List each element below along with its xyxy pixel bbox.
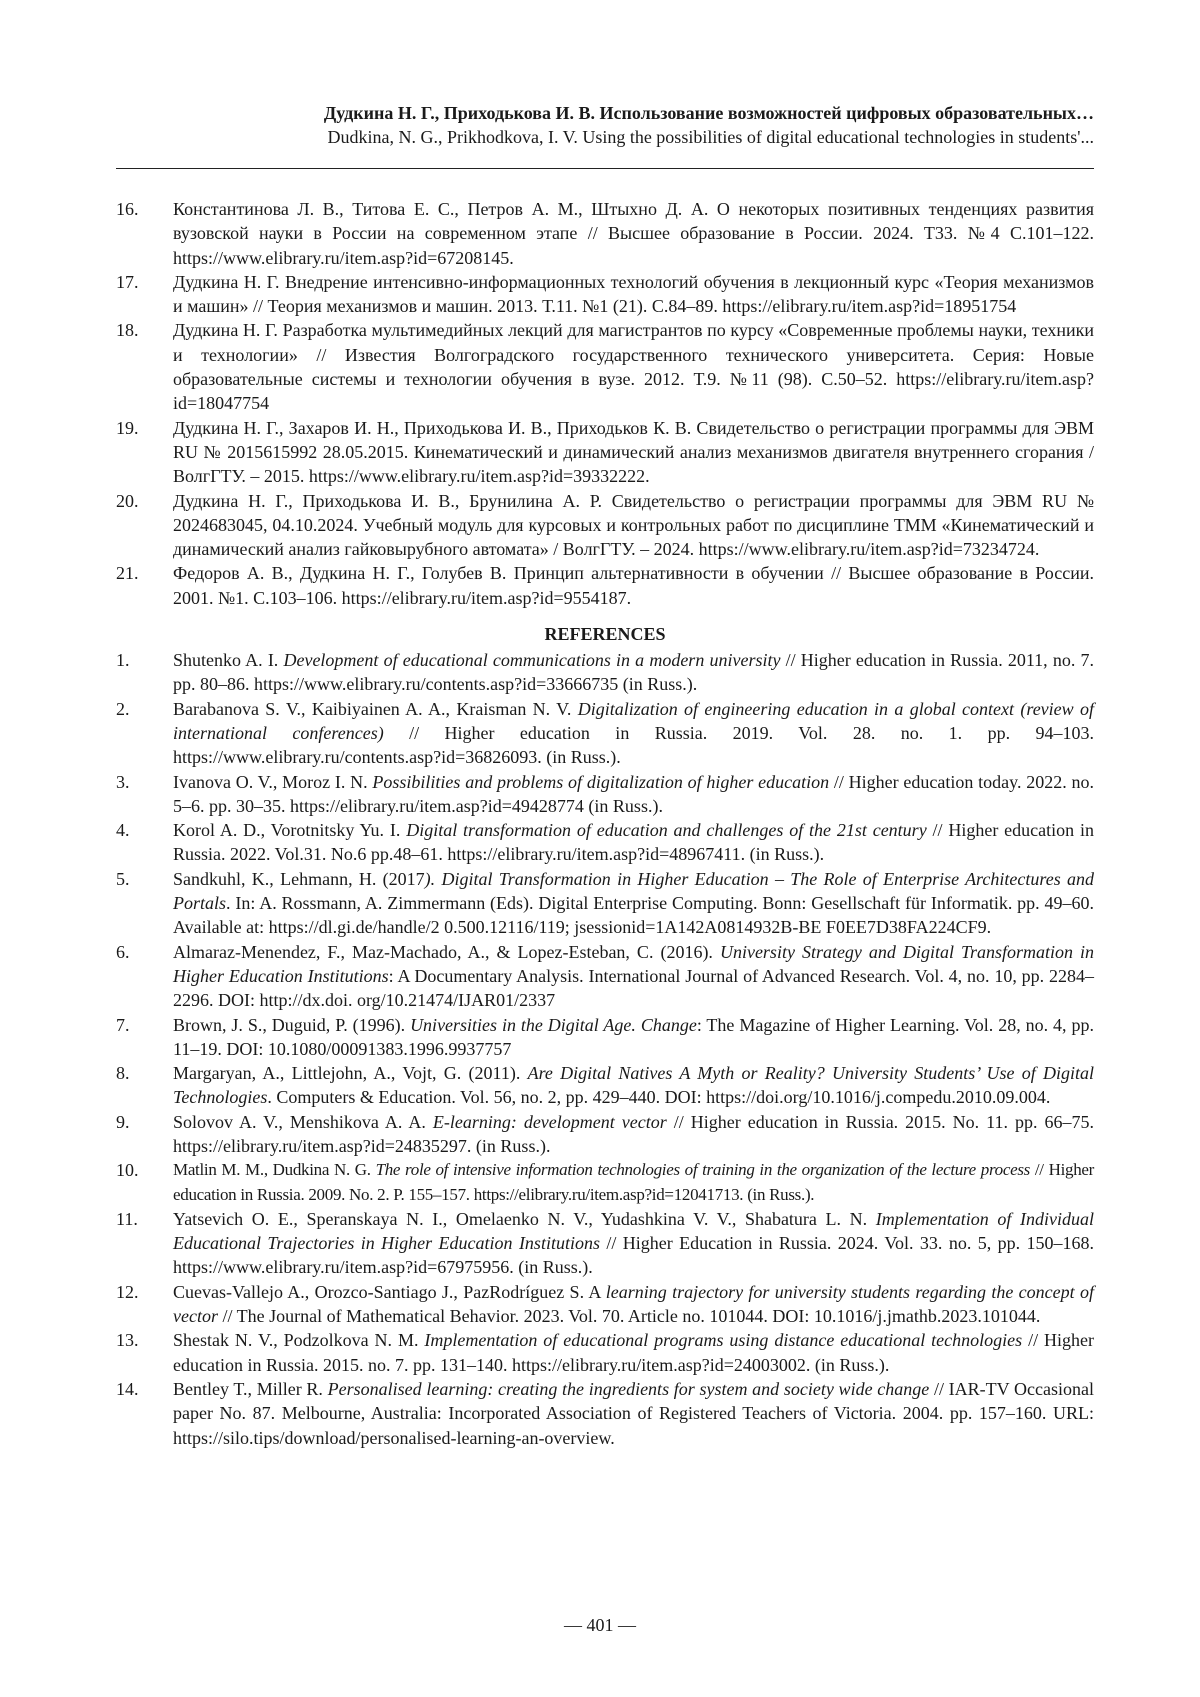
reference-source: // Higher education today. 2022. no. 5–6. pp. 30–35. https://elibrary.ru/item.asp?id=49428774 (in Russ.). [173,772,1094,816]
list-item [116,1013,1094,1062]
reference-authors: Yatsevich O. E., Speranskaya N. I., Omelaenko N. V., Yudashkina V. V., Shabatura L. N. [173,1209,876,1229]
reference-text: Федоров А. В., Дудкина Н. Г., Голубев В. Принцип альтернативности в обучении // Высшее образование в России. 2001. №1. С.103–106. https://elibrary.ru/item.asp?id=9554187. [173,561,1094,610]
reference-number: 8. [116,1061,173,1085]
reference-text: Константинова Л. В., Титова Е. С., Петров А. М., Штыхно Д. А. О некоторых позитивных тенденциях развития вузовской науки в России на современном этапе // Высшее образование в России. 2024. Т33. №4 С.101–122. https://www.elibrary.ru/item.asp?id=67208145. [173,197,1094,270]
list-item [116,1207,1094,1280]
reference-title: The role of intensive information technologies of training in the organization of the lecture process [376,1160,1030,1179]
reference-source: // Higher education in Russia. 2015. No. 11. pp. 66–75. https://elibrary.ru/item.asp?id=24835297. (in Russ.). [173,1112,1094,1156]
list-item [116,940,1094,1013]
reference-source: // Higher education in Russia. 2015. no. 7. pp. 131–140. https://elibrary.ru/item.asp?id=24003002. (in Russ.). [173,1330,1094,1374]
reference-title: Implementation of educational programs using distance educational technologies [424,1330,1022,1350]
page-number: — 401 — [0,1614,1200,1636]
reference-number: 17. [116,270,173,294]
reference-number: 10. [116,1158,173,1182]
list-item [116,1377,1094,1450]
reference-number: 11. [116,1207,173,1231]
references-content [116,197,1094,1450]
reference-text [173,1377,1094,1450]
reference-text [173,1207,1094,1280]
reference-source: . In: A. Rossmann, A. Zimmermann (Eds). Digital Enterprise Computing. Bonn: Gesellschaft für Informatik. pp. 49–60. Available at: https://dl.gi.de/handle/2 0.500.12116/119; jsessionid=1A142A0814932B-BE F0EE7D38FA224CF9. [173,893,1094,937]
reference-title: Digitalization of engineering education in a global context (review of international conferences) [173,699,1094,743]
reference-source: // IAR-TV Occasional paper No. 87. Melbourne, Australia: Incorporated Association of Registered Teachers of Victoria. 2004. pp. 157–160. URL: https://silo.tips/download/personalised-learning-an-overview. [173,1379,1094,1448]
reference-authors: Barabanova S. V., Kaibiyainen A. A., Kraisman N. V. [173,699,578,719]
references-heading: REFERENCES [116,622,1094,646]
reference-number: 3. [116,770,173,794]
reference-text [173,1158,1094,1207]
reference-number: 19. [116,416,173,440]
reference-text: Дудкина Н. Г., Приходькова И. В., Брунилина А. Р. Свидетельство о регистрации программы для ЭВМ RU № 2024683045, 04.10.2024. Учебный модуль для курсовых и контрольных работ по дисциплине ТММ «Кинематический и динамический анализ гайковырубного автомата» / ВолгГТУ. – 2024. https://www.elibrary.ru/item.asp?id=73234724. [173,489,1094,562]
reference-text [173,1328,1094,1377]
reference-authors: Margaryan, A., Littlejohn, A., Vojt, G. (2011). [173,1063,528,1083]
en-reference-list [116,648,1094,1450]
reference-text [173,1013,1094,1062]
list-item [116,561,1094,610]
reference-number: 16. [116,197,173,221]
reference-authors: Sandkuhl, K., Lehmann, H. (2017 [173,869,425,889]
reference-text [173,770,1094,819]
reference-number: 4. [116,818,173,842]
reference-text [173,940,1094,1013]
list-item [116,697,1094,770]
ru-reference-list [116,197,1094,610]
reference-number: 7. [116,1013,173,1037]
reference-number: 21. [116,561,173,585]
list-item [116,1280,1094,1329]
reference-authors: Brown, J. S., Duguid, P. (1996). [173,1015,410,1035]
reference-title: Digital transformation of education and challenges of the 21st century [406,820,926,840]
header-title-ru: Дудкина Н. Г., Приходькова И. В. Использование возможностей цифровых образовательных… [116,101,1094,125]
reference-title: Development of educational communications in a modern university [283,650,780,670]
reference-source: : A Documentary Analysis. International Journal of Advanced Research. Vol. 4, no. 10, pp. 2284–2296. DOI: http://dx.doi. org/10.21474/IJAR01/2337 [173,966,1094,1010]
reference-title: Are Digital Natives A Myth or Reality? University Students’ Use of Digital Technologies [173,1063,1094,1107]
reference-number: 20. [116,489,173,513]
reference-title: learning trajectory for university students regarding the concept of vector [173,1282,1094,1326]
reference-number: 6. [116,940,173,964]
reference-authors: Solovov A. V., Menshikova A. A. [173,1112,433,1132]
reference-text [173,1110,1094,1159]
list-item [116,489,1094,562]
reference-text [173,697,1094,770]
list-item [116,648,1094,697]
reference-text: Дудкина Н. Г. Внедрение интенсивно-информационных технологий обучения в лекционный курс «Теория механизмов и машин» // Теория механизмов и машин. 2013. Т.11. №1 (21). С.84–89. https://elibrary.ru/item.asp?id=18951754 [173,270,1094,319]
reference-source: // Higher education in Russia. 2022. Vol.31. No.6 pp.48–61. https://elibrary.ru/item.asp?id=48967411. (in Russ.). [173,820,1094,864]
list-item [116,270,1094,319]
reference-number: 2. [116,697,173,721]
reference-source: // Higher education in Russia. 2011, no. 7. pp. 80–86. https://www.elibrary.ru/contents.asp?id=33666735 (in Russ.). [173,650,1094,694]
reference-authors: Matlin M. M., Dudkina N. G. [173,1160,376,1179]
reference-number: 14. [116,1377,173,1401]
reference-title: Universities in the Digital Age. Change [410,1015,697,1035]
reference-source: // The Journal of Mathematical Behavior. 2023. Vol. 70. Article no. 101044. DOI: 10.1016/j.jmathb.2023.101044. [218,1306,1040,1326]
reference-number: 1. [116,648,173,672]
reference-authors: Shestak N. V., Podzolkova N. M. [173,1330,424,1350]
header-divider [116,168,1094,169]
list-item [116,416,1094,489]
reference-text: Дудкина Н. Г., Захаров И. Н., Приходькова И. В., Приходьков К. В. Свидетельство о регистрации программы для ЭВМ RU № 2015615992 28.05.2015. Кинематический и динамический анализ механизмов двигателя внутреннего сгорания / ВолгГТУ. – 2015. https://www.elibrary.ru/item.asp?id=39332222. [173,416,1094,489]
reference-authors: Almaraz-Menendez, F., Maz-Machado, A., & Lopez-Esteban, C. (2016). [173,942,720,962]
reference-text [173,1061,1094,1110]
header-title-en: Dudkina, N. G., Prikhodkova, I. V. Using the possibilities of digital educational technologies in students'... [116,125,1094,149]
reference-number: 18. [116,318,173,342]
reference-number: 5. [116,867,173,891]
list-item [116,1061,1094,1110]
reference-number: 13. [116,1328,173,1352]
reference-text [173,867,1094,940]
reference-authors: Shutenko A. I. [173,650,283,670]
reference-source: : The Magazine of Higher Learning. Vol. 28, no. 4, pp. 11–19. DOI: 10.1080/00091383.1996.9937757 [173,1015,1094,1059]
reference-number: 9. [116,1110,173,1134]
list-item [116,867,1094,940]
reference-title: E-learning: development vector [433,1112,667,1132]
list-item [116,770,1094,819]
reference-authors: Bentley T., Miller R. [173,1379,328,1399]
reference-title: Personalised learning: creating the ingredients for system and society wide change [328,1379,930,1399]
reference-text [173,818,1094,867]
reference-text: Дудкина Н. Г. Разработка мультимедийных лекций для магистрантов по курсу «Современные проблемы науки, техники и технологии» // Известия Волгоградского государственного технического университета. Серия: Новые образовательные системы и технологии обучения в вузе. 2012. Т.9. №11 (98). С.50–52. https://elibrary.ru/item.asp?id=18047754 [173,318,1094,415]
reference-source: // Higher education in Russia. 2009. No. 2. P. 155–157. https://elibrary.ru/item.asp?id=12041713. (in Russ.). [173,1160,1094,1203]
reference-text [173,1280,1094,1329]
reference-authors: Korol A. D., Vorotnitsky Yu. I. [173,820,406,840]
reference-title: Implementation of Individual Educational Trajectories in Higher Education Institutions [173,1209,1094,1253]
list-item [116,318,1094,415]
running-header [116,101,1094,149]
reference-number: 12. [116,1280,173,1304]
reference-title: ). Digital Transformation in Higher Education – The Role of Enterprise Architectures and Portals [173,869,1094,913]
reference-authors: Ivanova O. V., Moroz I. N. [173,772,372,792]
reference-title: University Strategy and Digital Transformation in Higher Education Institutions [173,942,1094,986]
reference-title: Possibilities and problems of digitalization of higher education [372,772,829,792]
reference-source: // Higher Education in Russia. 2024. Vol. 33. no. 5, pp. 150–168. https://www.elibrary.ru/item.asp?id=67975956. (in Russ.). [173,1233,1094,1277]
reference-source: . Computers & Education. Vol. 56, no. 2, pp. 429–440. DOI: https://doi.org/10.1016/j.compedu.2010.09.004. [267,1087,1050,1107]
list-item [116,1158,1094,1207]
reference-text [173,648,1094,697]
list-item [116,1328,1094,1377]
list-item [116,1110,1094,1159]
reference-source: // Higher education in Russia. 2019. Vol. 28. no. 1. pp. 94–103. https://www.elibrary.ru/contents.asp?id=36826093. (in Russ.). [173,723,1094,767]
reference-authors: Cuevas-Vallejo A., Orozco-Santiago J., PazRodríguez S. A [173,1282,606,1302]
list-item [116,818,1094,867]
list-item [116,197,1094,270]
